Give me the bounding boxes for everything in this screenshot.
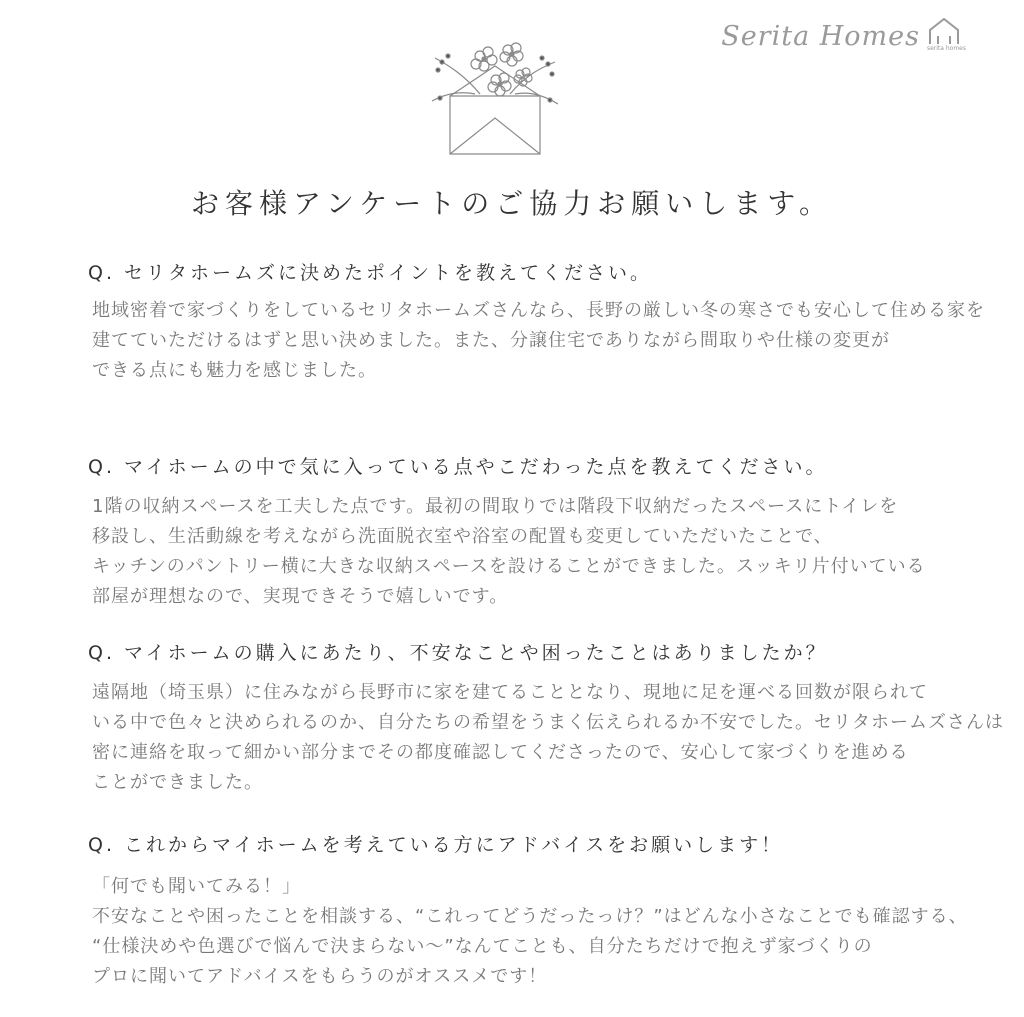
answer-4-line: 不安なことや困ったことを相談する、“これってどうだったっけ？”はどんな小さなことでも確認する、 [92,906,968,927]
answer-3-line: 遠隔地（埼玉県）に住みながら長野市に家を建てることとなり、現地に足を運べる回数が限られて [92,682,928,703]
page-title: お客様アンケートのご協力お願いします。 [190,187,834,220]
answer-2-line: 部屋が理想なので、実現できそうで嬉しいです。 [92,586,509,607]
answer-2-line: 移設し、生活動線を考えながら洗面脱衣室や浴室の配置も変更していただいたことで、 [92,526,833,547]
answer-4-line: プロに聞いてアドバイスをもらうのがオススメです！ [92,966,548,987]
answer-2-line: キッチンのパントリー横に大きな収納スペースを設けることができました。スッキリ片付いている [92,556,926,577]
answer-2-line: 1階の収納スペースを工夫した点です。最初の間取りでは階段下収納だったスペースにトイレを [92,496,899,517]
answer-2 [92,492,942,612]
answer-4 [92,872,968,992]
question-2: Q. マイホームの中で気に入っている点やこだわった点を教えてください。 [88,456,828,478]
logo-subtext: serita homes [926,45,966,52]
answer-3-line: いる中で色々と決められるのか、自分たちの希望をうまく伝えられるか不安でした。セリタホームズさんは [92,712,1004,733]
answer-1 [92,296,985,386]
serita-homes-logo [721,16,964,52]
answer-3-line: ことができました。 [92,772,263,793]
question-1: Q. セリタホームズに決めたポイントを教えてください。 [88,262,653,284]
flower-envelope-illustration [420,36,570,166]
answer-1-line: 地域密着で家づくりをしているセリタホームズさんなら、長野の厳しい冬の寒さでも安心して住める家を [92,300,985,321]
answer-3-line: 密に連絡を取って細かい部分までその都度確認してくださったので、安心して家づくりを進める [92,742,909,763]
answer-4-line: 「何でも聞いてみる！」 [92,876,301,897]
question-4: Q. これからマイホームを考えている方にアドバイスをお願いします！ [88,834,784,856]
answer-1-line: できる点にも魅力を感じました。 [92,360,377,381]
question-3: Q. マイホームの購入にあたり、不安なことや困ったことはありましたか？ [88,642,828,664]
answer-3 [92,678,1004,798]
answer-4-line: “仕様決めや色選びで悩んで決まらない～”なんてことも、自分たちだけで抱えず家づくりの [92,936,873,957]
house-icon [924,16,964,52]
answer-1-line: 建てていただけるはずと思い決めました。また、分譲住宅でありながら間取りや仕様の変更が [92,330,890,351]
logo-text: Serita Homes [721,21,920,52]
